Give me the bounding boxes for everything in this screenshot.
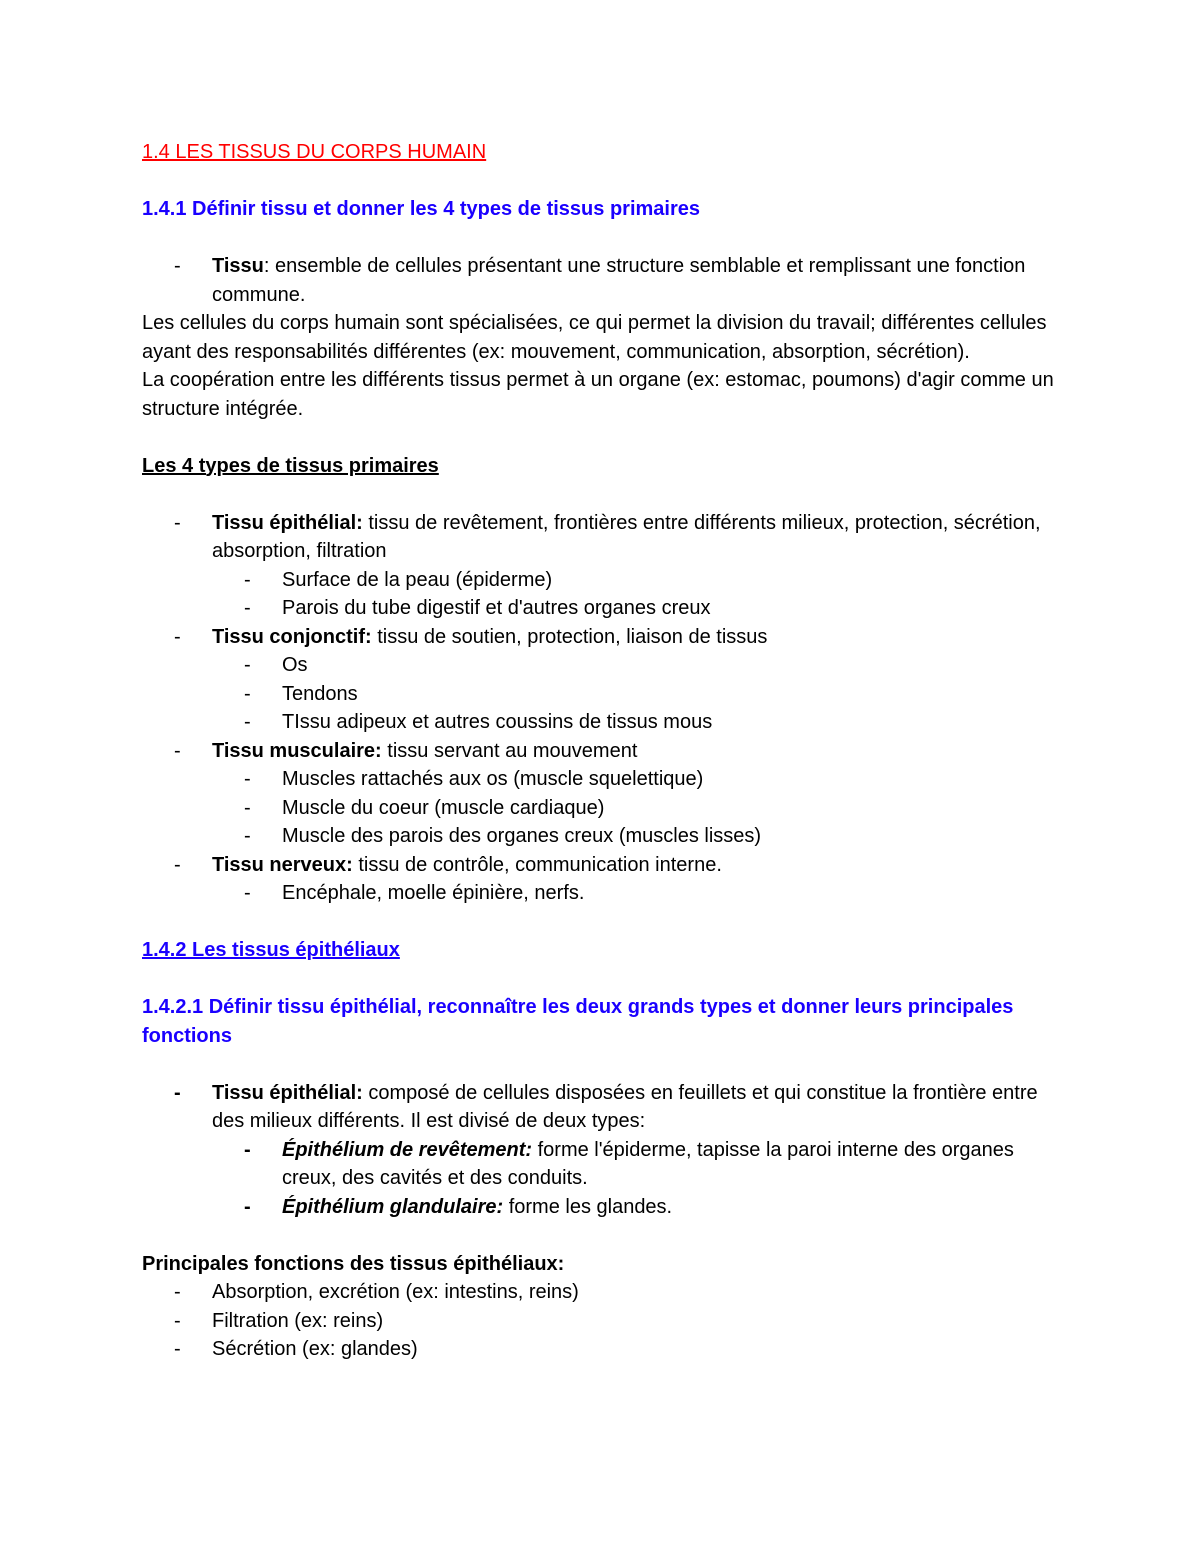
dash-bullet: -	[174, 511, 181, 534]
list-item	[142, 623, 1062, 737]
tissue-types-list	[142, 509, 1062, 908]
item-text: TIssu adipeux et autres coussins de tissus mous	[282, 711, 713, 733]
dash-bullet: -	[174, 739, 181, 762]
list-item	[142, 252, 1062, 309]
dash-bullet: -	[244, 796, 251, 819]
sub-list	[142, 765, 1062, 851]
section-heading-1-4-1: 1.4.1 Définir tissu et donner les 4 types de tissus primaires	[142, 198, 700, 220]
dash-bullet: -	[244, 568, 251, 591]
item-text: Filtration (ex: reins)	[212, 1309, 384, 1332]
item-text: Tendons	[282, 682, 358, 705]
list-item	[212, 1136, 1062, 1193]
epithelial-desc: composé de cellules disposées en feuillets et qui constitue la frontière entre des milieux différents. Il est divisé de deux types:	[212, 1081, 1038, 1132]
definition-term: Tissu	[212, 255, 264, 277]
item-text: Surface de la peau (épiderme)	[282, 568, 553, 591]
list-item	[212, 594, 1062, 623]
list-item	[212, 680, 1062, 709]
dash-bullet: -	[244, 597, 251, 619]
list-item	[212, 822, 1062, 851]
dash-bullet: -	[174, 625, 181, 648]
tissue-term: Tissu conjonctif:	[212, 625, 372, 648]
tissue-desc: tissu de soutien, protection, liaison de tissus	[371, 625, 768, 648]
list-item	[212, 1193, 1062, 1222]
functions-list	[142, 1278, 1062, 1364]
sub-list	[142, 566, 1062, 623]
subheading-types: Les 4 types de tissus primaires	[142, 454, 439, 477]
list-item	[212, 879, 1062, 908]
dash-bullet: -	[174, 1281, 181, 1303]
list-item	[142, 1079, 1062, 1222]
definition-text: : ensemble de cellules présentant une structure semblable et remplissant une fonction commune.	[212, 255, 1026, 306]
subtype-desc: forme les glandes.	[503, 1195, 673, 1218]
tissue-desc: tissu de revêtement, frontières entre différents milieux, protection, sécrétion, absorption, filtration	[212, 511, 1041, 562]
section-heading-1-4-2-1: 1.4.2.1 Définir tissu épithélial, reconnaître les deux grands types et donner leurs principales fonctions	[142, 996, 1014, 1047]
document-page	[142, 138, 1062, 1364]
dash-bullet: -	[174, 853, 181, 876]
dash-bullet: -	[244, 1138, 251, 1161]
tissue-term: Tissu épithélial:	[212, 511, 363, 534]
tissue-term: Tissu musculaire:	[212, 739, 382, 762]
item-text: Os	[282, 654, 308, 676]
tissue-desc: tissu de contrôle, communication interne.	[352, 853, 722, 876]
functions-heading: Principales fonctions des tissus épithéliaux:	[142, 1252, 565, 1275]
item-text: Muscles rattachés aux os (muscle squelettique)	[282, 768, 704, 790]
epithelial-term: Tissu épithélial:	[212, 1081, 363, 1104]
dash-bullet: -	[244, 1195, 251, 1218]
tissue-desc: tissu servant au mouvement	[381, 739, 638, 762]
subtype-term: Épithélium glandulaire:	[282, 1195, 504, 1218]
tissue-term: Tissu nerveux:	[212, 853, 353, 876]
list-item	[212, 566, 1062, 595]
paragraph: La coopération entre les différents tissus permet à un organe (ex: estomac, poumons) d'agir comme un structure intégrée.	[142, 369, 1054, 420]
dash-bullet: -	[244, 654, 251, 676]
epithelial-list	[142, 1079, 1062, 1222]
item-text: Muscle des parois des organes creux (muscles lisses)	[282, 825, 762, 847]
dash-bullet: -	[244, 825, 251, 847]
list-item	[142, 509, 1062, 623]
dash-bullet: -	[244, 768, 251, 790]
dash-bullet: -	[174, 1338, 181, 1360]
list-item	[212, 765, 1062, 794]
sub-list	[142, 879, 1062, 908]
sub-list	[142, 1136, 1062, 1222]
subtype-desc: forme l'épiderme, tapisse la paroi interne des organes creux, des cavités et des conduits.	[282, 1138, 1014, 1189]
definition-list	[142, 252, 1062, 309]
item-text: Encéphale, moelle épinière, nerfs.	[282, 882, 585, 904]
list-item	[142, 1335, 1062, 1364]
dash-bullet: -	[174, 1309, 181, 1332]
list-item	[142, 1307, 1062, 1336]
list-item	[142, 1278, 1062, 1307]
item-text: Sécrétion (ex: glandes)	[212, 1338, 418, 1360]
list-item	[142, 851, 1062, 908]
item-text: Absorption, excrétion (ex: intestins, reins)	[212, 1281, 579, 1303]
list-item	[212, 708, 1062, 737]
item-text: Muscle du coeur (muscle cardiaque)	[282, 796, 605, 819]
paragraph: Les cellules du corps humain sont spécialisées, ce qui permet la division du travail; différentes cellules ayant des responsabilités différentes (ex: mouvement, communication, absorption, sécrétion).	[142, 312, 1047, 363]
dash-bullet: -	[244, 882, 251, 904]
dash-bullet: -	[174, 255, 181, 277]
list-item	[212, 794, 1062, 823]
dash-bullet: -	[244, 682, 251, 705]
section-heading-1-4-2: 1.4.2 Les tissus épithéliaux	[142, 939, 400, 961]
list-item	[142, 737, 1062, 851]
subtype-term: Épithélium de revêtement:	[282, 1138, 533, 1161]
list-item	[212, 651, 1062, 680]
dash-bullet: -	[174, 1081, 181, 1104]
sub-list	[142, 651, 1062, 737]
item-text: Parois du tube digestif et d'autres organes creux	[282, 597, 711, 619]
dash-bullet: -	[244, 711, 251, 733]
page-title: 1.4 LES TISSUS DU CORPS HUMAIN	[142, 141, 487, 163]
